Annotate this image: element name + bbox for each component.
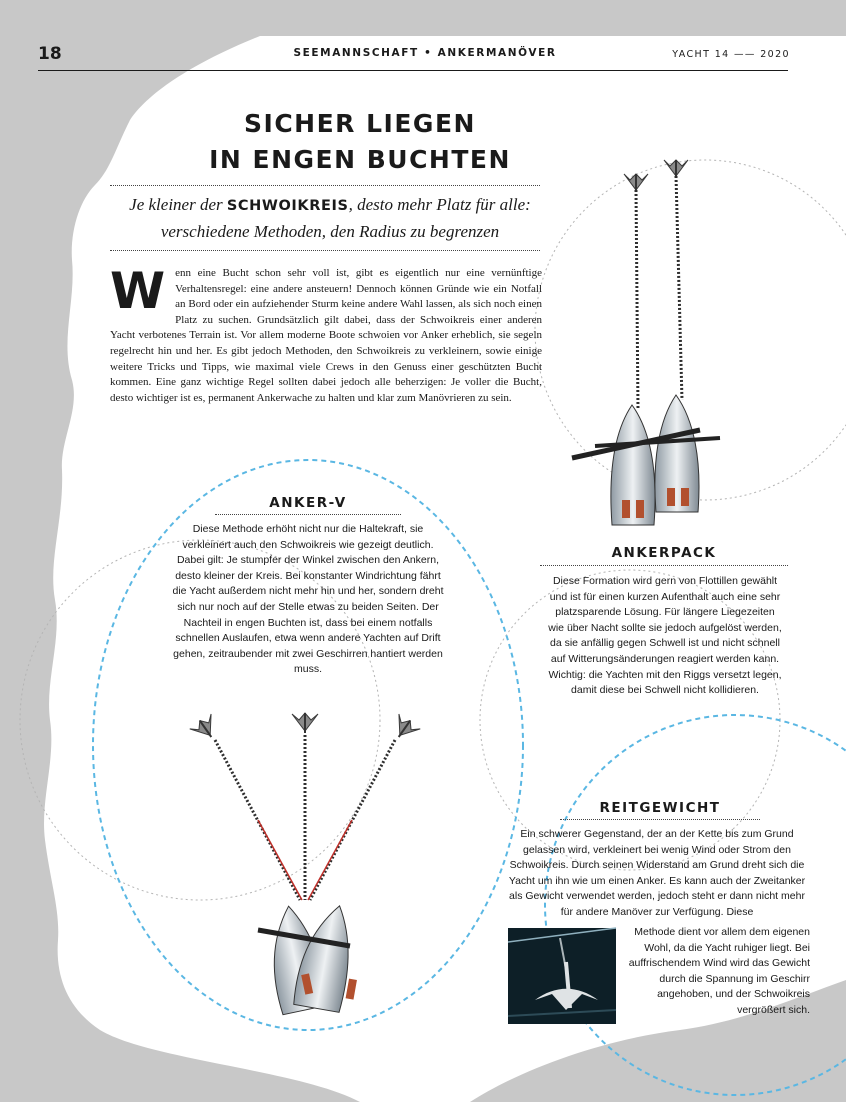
anchor-icon xyxy=(292,713,318,733)
anchor-icon xyxy=(189,713,222,744)
lead-keyword: SCHWOIKREIS xyxy=(226,198,349,214)
anchor-icon xyxy=(388,713,421,744)
anchor-chain xyxy=(676,176,682,400)
anker-v-illustration xyxy=(189,713,421,1015)
lead-paragraph: Je kleiner der SCHWOIKREIS, desto mehr Platz für alle: verschiedene Methoden, den Radius zu begrenzen xyxy=(129,195,531,241)
title-line-1: SICHER LIEGEN xyxy=(244,109,476,138)
anker-v-rule xyxy=(215,514,401,515)
reitgewicht-rule xyxy=(560,819,760,820)
anchor-icon xyxy=(664,160,688,178)
article-title xyxy=(110,106,610,178)
anchor-chain xyxy=(310,740,395,900)
ankerpack-rule xyxy=(540,565,788,566)
lead-top-rule xyxy=(110,185,540,186)
issue-label: YACHT 14 —— 2020 xyxy=(672,49,790,60)
anchor-chain xyxy=(636,190,638,410)
section-title: SEEMANNSCHAFT • ANKERMANÖVER xyxy=(293,47,557,59)
reitgewicht-heading: REITGEWICHT xyxy=(599,800,721,816)
yacht-hull xyxy=(611,405,655,525)
reitgewicht-text-top: Ein schwerer Gegenstand, der an der Kette bis zum Grund gelassen wird, verkleinert bei wenig Wind oder Strom den Schwoikreis. Durch seinen Widerstand am Grund dreht sich die Yacht um ihn wie um einen Anker. Es kann auch der Zweitanker als Gewicht verwendet werden, jedoch steht er dann nicht mehr für andere Manöver zur Verfügung. Diese xyxy=(508,828,806,918)
reitgewicht-text-bottom: Methode dient vor allem dem eigenen Wohl, da die Yacht ruhiger liegt. Bei auffrischendem Wind wird das Gewicht durch die Spannung im Geschirr angehoben, und der Schwoikreis vergrößert sich. xyxy=(628,926,810,1016)
reitgewicht-photo xyxy=(508,928,616,1024)
header-rule xyxy=(38,70,788,71)
yacht-hull xyxy=(655,395,699,512)
title-line-2: IN ENGEN BUCHTEN xyxy=(209,145,511,174)
page-number: 18 xyxy=(38,44,62,64)
anker-v-heading: ANKER-V xyxy=(269,495,347,511)
ankerpack-text: Diese Formation wird gern von Flottillen gewählt und ist für einen kurzen Aufenthalt auch eine sehr platzsparende Lösung. Für längere Liegezeiten wie über Nacht sollte sie jedoch aufgelöst werden, da sie anfällig gegen Schwell ist und nicht schnell auf Witterungsänderungen reagiert werden kann. Wichtig: die Yachten mit den Riggs versetzt legen, damit diese bei Schwell nicht kollidieren. xyxy=(548,575,782,697)
anker-v-text: Diese Methode erhöht nicht nur die Haltekraft, sie verkleinert auch den Schwoikreis wie gezeigt deutlich. Dabei gilt: Je stumpfer der Winkel zwischen den Ankern, desto kleiner der Kreis. Bei konstanter Windrichtung fährt die Yacht außerdem nicht mehr hin und her, sondern dreht sich nur noch auf der Stelle etwas zu beiden Seiten. Der Nachteil in engen Buchten ist, dass bei einem notfalls schnellen Auslaufen, etwa wenn andere Yachten auf Drift gehen, zeitraubender mit zwei Geschirren hantiert werden muss. xyxy=(172,523,444,676)
anchor-chain xyxy=(215,740,300,900)
ankerpack-illustration xyxy=(572,160,720,525)
body-text: enn eine Bucht schon sehr voll ist, gibt es eigentlich nur eine vernünftige Verhaltensregel: eine andere ansteuern! Dennoch können Gründe wie ein Notfall an Bord oder ein aufziehender Sturm keine andere Wahl lassen, als sich noch einen Platz zu suchen. Grundsätzlich gilt dabei, dass der Schwoikreis einer anderen Yacht verbotenes Terrain ist. Vor allem moderne Boote schwoien vor Anker erheblich, sie segeln regelrecht hin und her. Es gibt jedoch Methoden, den Schwoikreis zu verkleinern, sowie einige weitere Tricks und Tipps, wie maximal viele Crews in den Genuss einer geschützten Bucht kommen. Eine ganz wichtige Regel sollten dabei jedoch alle beherzigen: Je voller die Bucht, desto wichtiger ist es, permanent Ankerwache zu halten und klar zum Manövrieren zu sein. xyxy=(110,267,542,404)
ankerpack-heading: ANKERPACK xyxy=(611,545,717,561)
drop-cap: W xyxy=(110,262,166,320)
lead-bottom-rule xyxy=(110,250,540,251)
rode-line xyxy=(308,820,352,900)
anchor-icon xyxy=(624,174,648,192)
article-body xyxy=(110,262,542,406)
